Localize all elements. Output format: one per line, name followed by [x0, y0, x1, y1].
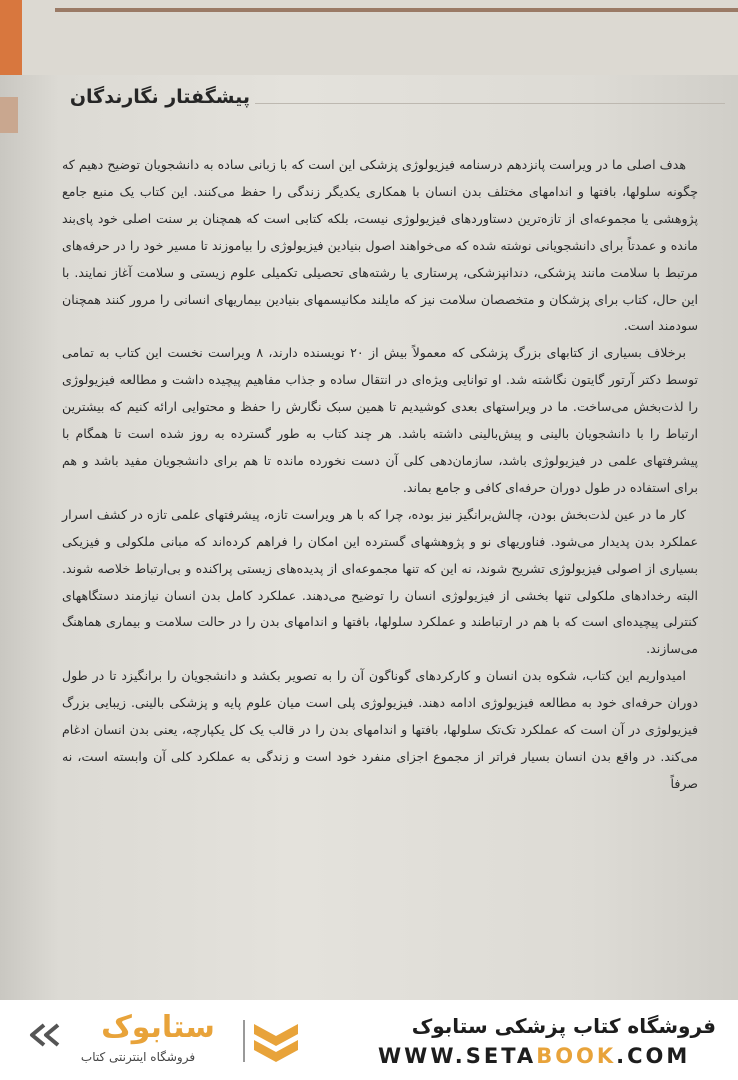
url-suffix: .COM: [616, 1044, 691, 1068]
paragraph: هدف اصلی ما در ویراست پانزدهم درسنامه فیزیولوژی پزشکی این است که با زبانی ساده به دانشجویان توضیح دهیم که چگونه سلولها، بافتها و اندامهای مختلف بدن انسان با همکاری یکدیگر زندگی را حفظ می‌کنند. این کتاب یک منبع جامع پژوهشی یا مجموعه‌ای از تازه‌ترین دستاوردهای فیزیولوژی نیست، بلکه کتابی است که همچنان بر سنت اصلی خود پای‌بند مانده و عمدتاً برای دانشجویانی نوشته شده که می‌خواهند اصول بنیادین فیزیولوژی را بیاموزند تا مسیر خود را در حرفه‌های مرتبط با سلامت مانند پزشکی، دندانپزشکی، پرستاری یا رشته‌های تحصیلی تکمیلی علوم زیستی و سلامت آغاز نمایند. با این حال، کتاب برای پزشکان و متخصصان سلامت نیز که مایلند مکانیسمهای بنیادین بیماریهای انسانی را مرور کنند همچنان سودمند است.: [62, 157, 698, 334]
book-chevron-icon: [240, 1016, 302, 1066]
chapter-side-tab: [0, 97, 18, 133]
heading-divider: [255, 103, 725, 104]
store-url-link[interactable]: [378, 1044, 690, 1068]
orange-corner-tab: [0, 0, 22, 75]
store-title: فروشگاه کتاب پزشکی ستابوک: [411, 1014, 716, 1038]
url-accent: BOOK: [536, 1044, 617, 1068]
logo-tagline: فروشگاه اینترنتی کتاب: [80, 1050, 196, 1064]
top-rule: [55, 8, 738, 12]
paragraph: کار ما در عین لذت‌بخش بودن، چالش‌برانگیز نیز بوده، چرا که با هر ویراست تازه، پیشرفتهای علمی تازه در کشف اسرار عملکرد بدن پدیدار می‌شود. فناوریهای نو و پژوهشهای گسترده این امکان را فراهم کرده‌اند که مبانی ملکولی و فیزیکی بسیاری از اصولی فیزیولوژی تشریح شوند، نه این که تنها مجموعه‌ای از پدیده‌های زیستی پراکنده و بی‌ارتباط خلاصه شوند. البته رخدادهای ملکولی تنها بخشی از فیزیولوژی انسان را توضیح می‌دهند. عملکرد کامل بدن انسان نیازمند دستگاههای کنترلی پیچیده‌ای است که با هم در ارتباطند و عملکرد سلولها، بافتها و اندامهای بدن را در حالت سلامت و بیماری هماهنگ می‌سازند.: [62, 506, 698, 657]
double-chevron-icon: [28, 1022, 62, 1048]
preface-body: [62, 152, 698, 798]
store-footer-banner: [0, 1000, 738, 1080]
page-title: پیشگفتار نگارندگان: [69, 86, 250, 108]
url-prefix: WWW.SETA: [378, 1044, 537, 1068]
setabook-logo[interactable]: [28, 1008, 338, 1074]
paragraph: برخلاف بسیاری از کتابهای بزرگ پزشکی که معمولاً بیش از ۲۰ نویسنده دارند، ۸ ویراست نخست این کتاب به تمامی توسط دکتر آرتور گایتون نگاشته شد. او توانایی ویژه‌ای در انتقال ساده و جذاب مفاهیم پیچیده داشت و مطالعه فیزیولوژی را لذت‌بخش می‌ساخت. ما در ویراستهای بعدی کوشیدیم تا همین سبک نگارش را حفظ و محتوایی ارائه کنیم که بیشترین ارتباط را با دانشجویان بالینی و پیش‌بالینی داشته باشد. هر چند کتاب به طور گسترده به روز شده است تا همگام با پیشرفتهای علمی در فیزیولوژی باشد، سازمان‌دهی کلی آن دست نخورده مانده تا هم برای دانشجویان مفید باشد و هم برای استفاده در طول دوران حرفه‌ای کافی و جامع بماند.: [62, 345, 698, 495]
logo-wordmark: ستابوک: [101, 1010, 215, 1045]
paragraph: امیدواریم این کتاب، شکوه بدن انسان و کارکردهای گوناگون آن را به تصویر بکشد و دانشجویان را برانگیزد تا در طول دوران حرفه‌ای خود به مطالعه فیزیولوژی ادامه دهند. فیزیولوژی پلی است میان علوم پایه و پزشکی بالینی. زیبایی بزرگ فیزیولوژی در آن است که عملکرد تک‌تک سلولها، بافتها و اندامهای بدن را در قالب یک کل یکپارچه، یعنی بدن انسان ادغام می‌کند. در واقع بدن انسان بسیار فراتر از مجموع اجزای منفرد خود است و زندگی به عملکرد کلی آن وابسته است، نه صرفاً: [62, 668, 698, 791]
